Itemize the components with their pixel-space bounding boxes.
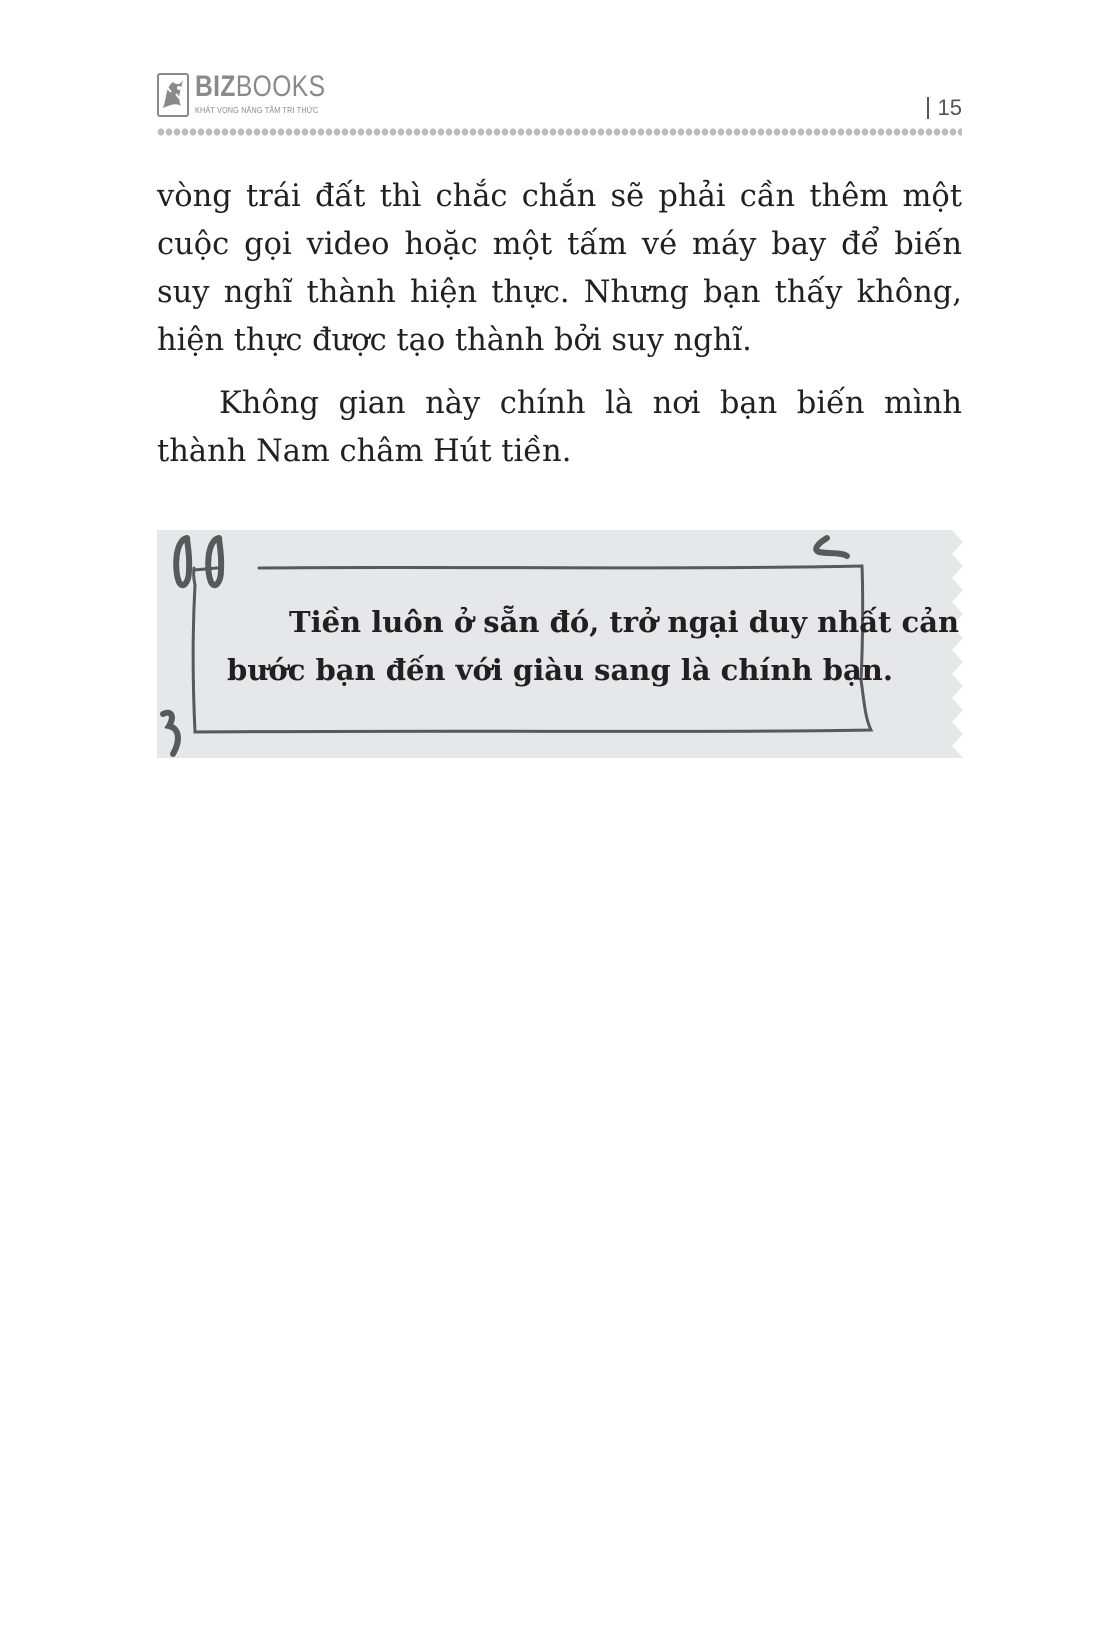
brand-slogan: KHÁT VỌNG NÂNG TẦM TRI THỨC [195,105,319,115]
page-number-value: 15 [937,95,962,120]
page-header [157,72,962,142]
quote-text [227,598,960,694]
page-number-divider [927,97,929,119]
header-divider [157,127,962,137]
publisher-logo [157,72,354,122]
bizbooks-logo-icon [157,72,189,118]
body-text [157,173,962,476]
paragraph-2: Không gian này chính là nơi bạn biến mình thành Nam châm Hút tiền. [157,386,962,469]
quote-line-1: Tiền luôn ở sẵn đó, trở ngại duy nhất cản [289,605,960,639]
paragraph-1: vòng trái đất thì chắc chắn sẽ phải cần thêm một cuộc gọi video hoặc một tấm vé máy bay để biến suy nghĩ thành hiện thực. Nhưng bạn thấy không, hiện thực được tạo thành bởi suy nghĩ. [157,179,962,358]
page-number [927,96,962,120]
quote-line-2: bước bạn đến với giàu sang là chính bạn. [227,653,893,687]
brand-name-bold: BIZ [195,70,236,103]
highlight-quote-box [157,530,967,760]
brand-name-light: BOOKS [235,70,326,103]
brand-name [195,72,325,102]
